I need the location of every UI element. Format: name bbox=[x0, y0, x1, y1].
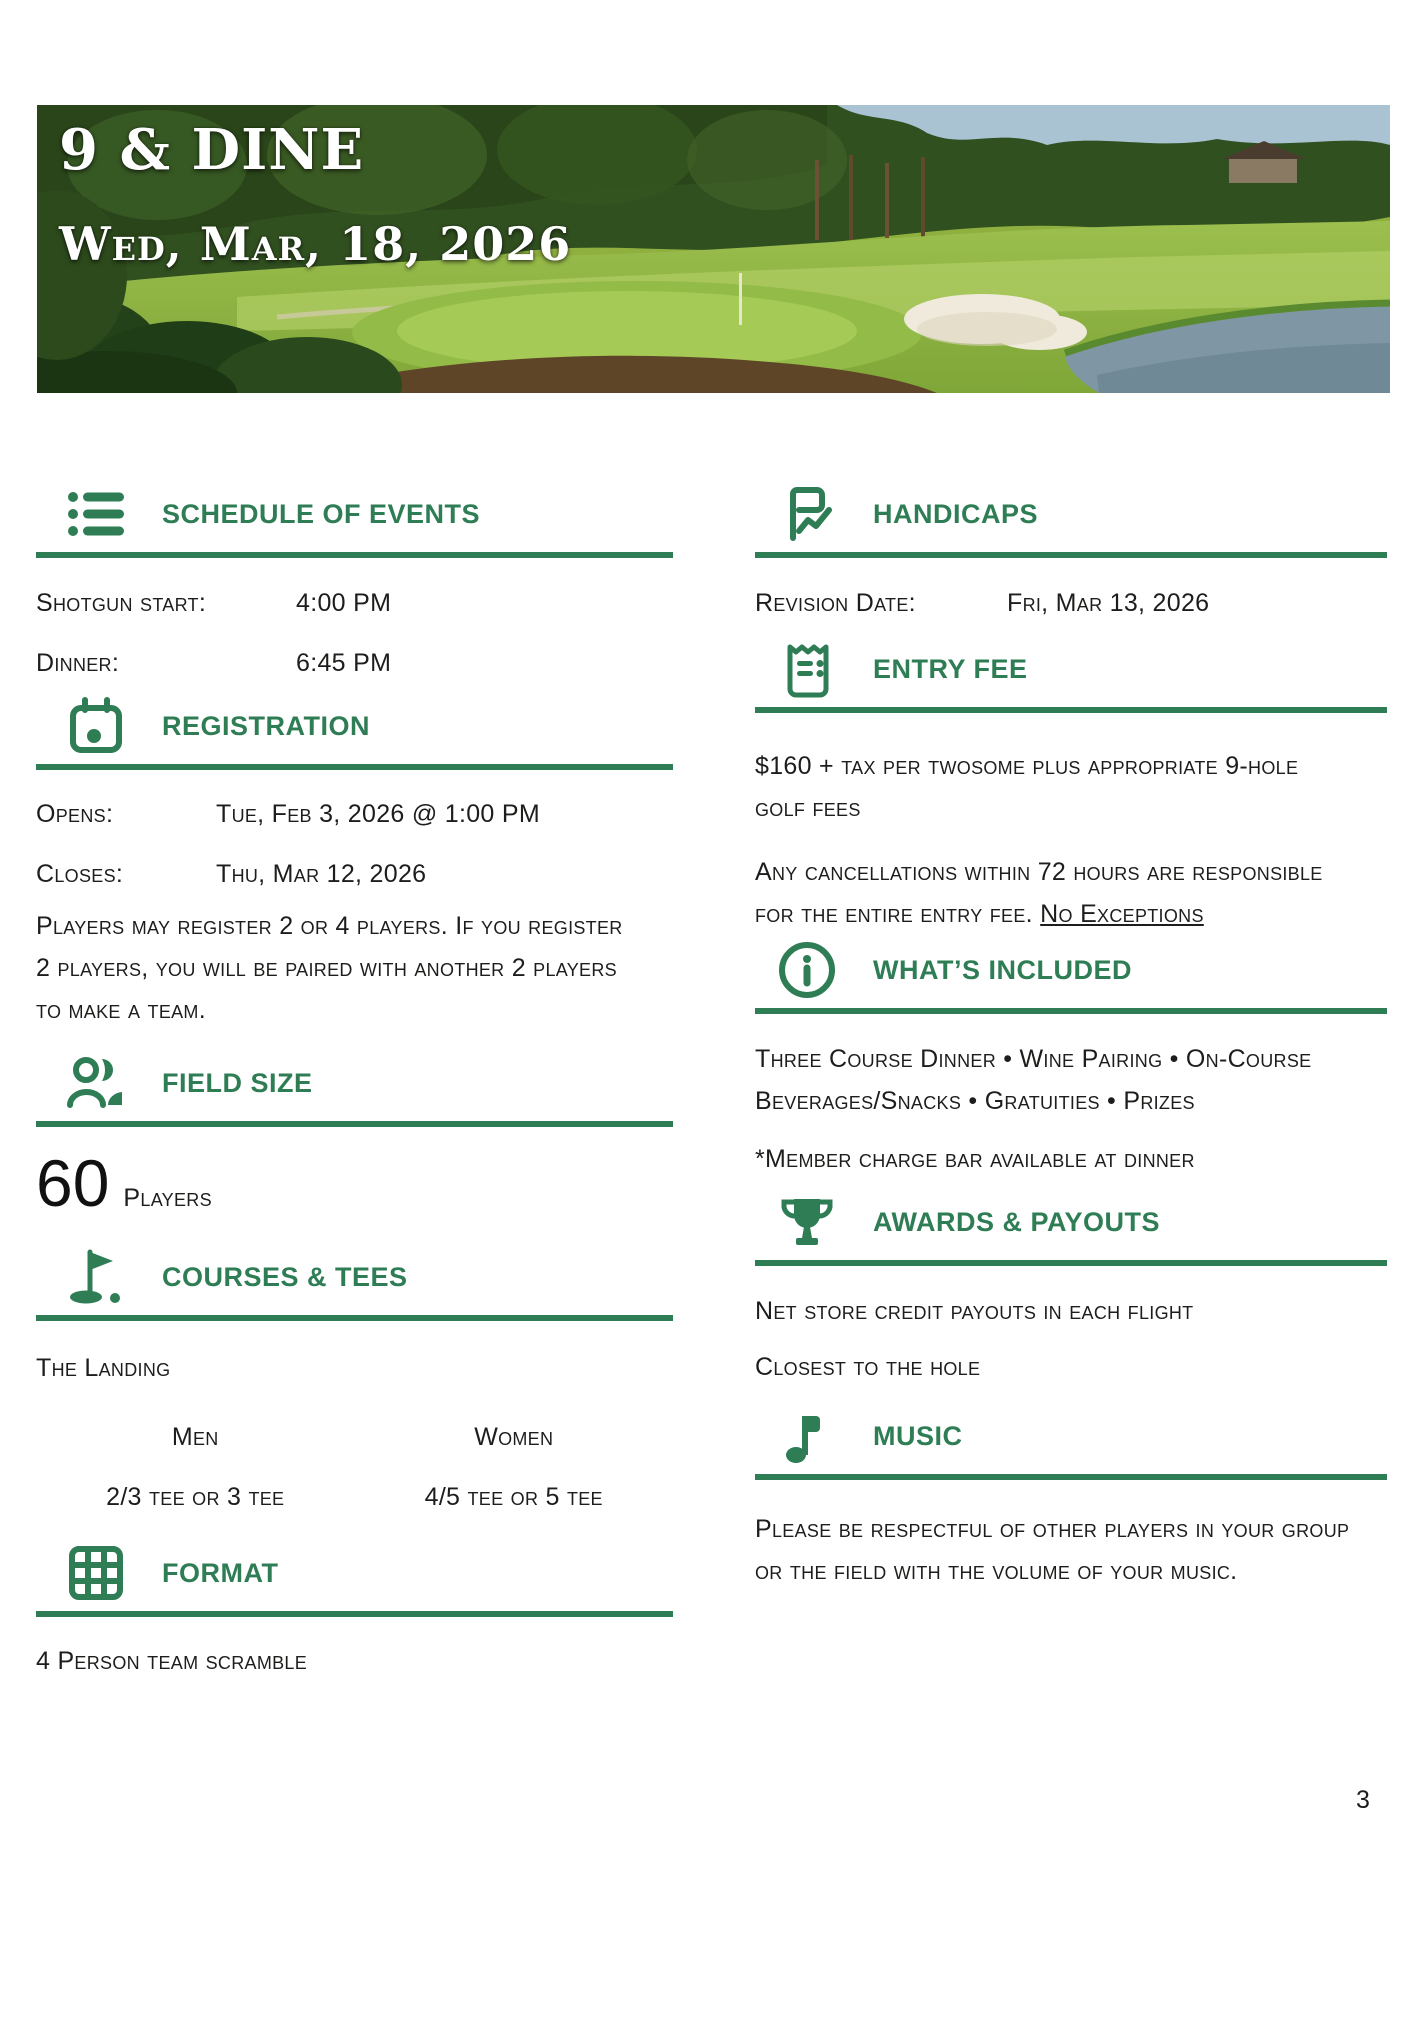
row-value: Thu, Mar 12, 2026 bbox=[216, 860, 427, 888]
registration-note-line: 2 players, you will be paired with another 2 players bbox=[36, 954, 617, 982]
row-value: Fri, Mar 13, 2026 bbox=[1007, 589, 1210, 617]
list-icon bbox=[66, 484, 126, 544]
flag-chart-icon bbox=[777, 484, 837, 544]
section-title-schedule: SCHEDULE OF EVENTS bbox=[162, 498, 481, 529]
row-value: 6:45 PM bbox=[296, 649, 392, 677]
section-title-handicaps: HANDICAPS bbox=[873, 498, 1039, 529]
section-rule bbox=[36, 1315, 673, 1321]
revision-row bbox=[755, 586, 1387, 620]
field-size-value bbox=[36, 1146, 673, 1220]
format-text: 4 Person team scramble bbox=[36, 1647, 308, 1675]
course-name: The Landing bbox=[36, 1354, 171, 1382]
schedule-rows bbox=[36, 586, 673, 680]
row-label: Opens: bbox=[36, 800, 114, 828]
registration-note-line: to make a team. bbox=[36, 996, 206, 1024]
cancellation-text bbox=[755, 851, 1387, 935]
users-icon bbox=[66, 1053, 126, 1113]
registration-row bbox=[36, 797, 673, 831]
tee-group-header-row bbox=[36, 1420, 673, 1454]
info-icon bbox=[777, 940, 837, 1000]
section-heading-music bbox=[755, 1403, 1387, 1469]
row-label: Dinner: bbox=[36, 649, 120, 677]
section-title-field-size: FIELD SIZE bbox=[162, 1067, 313, 1098]
tee-values-row bbox=[36, 1480, 673, 1514]
registration-note bbox=[36, 905, 673, 1031]
section-rule bbox=[36, 1611, 673, 1617]
section-rule bbox=[755, 1260, 1387, 1266]
section-heading-awards bbox=[755, 1189, 1387, 1255]
registration-note-line: Players may register 2 or 4 players. If you register bbox=[36, 912, 623, 940]
section-heading-included bbox=[755, 937, 1387, 1003]
left-column bbox=[36, 455, 673, 1678]
member-bar-note: *Member charge bar available at dinner bbox=[755, 1145, 1195, 1173]
section-heading-format bbox=[36, 1540, 673, 1606]
row-label: Closes: bbox=[36, 860, 124, 888]
cancellation-line bbox=[755, 893, 1387, 935]
tee-group-men: Men bbox=[171, 1423, 219, 1451]
row-label: Shotgun start: bbox=[36, 589, 207, 617]
golf-flag-icon bbox=[66, 1247, 126, 1307]
section-rule bbox=[755, 1474, 1387, 1480]
music-line: Please be respectful of other players in your group bbox=[755, 1515, 1350, 1543]
cancellation-line: Any cancellations within 72 hours are responsible bbox=[755, 858, 1323, 886]
music-line: or the field with the volume of your music. bbox=[755, 1557, 1238, 1585]
section-rule bbox=[36, 764, 673, 770]
entry-fee-line: $160 + tax per twosome plus appropriate 9-hole bbox=[755, 752, 1299, 780]
field-size-number: 60 bbox=[36, 1146, 110, 1220]
event-date: Wed, Mar, 18, 2026 bbox=[59, 217, 572, 271]
music-text bbox=[755, 1508, 1387, 1592]
section-title-included: WHAT’S INCLUDED bbox=[873, 954, 1132, 985]
section-rule bbox=[36, 552, 673, 558]
awards-line-closest: Closest to the hole bbox=[755, 1353, 981, 1381]
tees-men: 2/3 tee or 3 tee bbox=[106, 1483, 285, 1511]
entry-fee-line: golf fees bbox=[755, 794, 861, 822]
entry-fee-text bbox=[755, 745, 1387, 829]
section-heading-handicaps bbox=[755, 481, 1387, 547]
included-line: Three Course Dinner • Wine Pairing • On-Course bbox=[755, 1045, 1312, 1073]
included-items bbox=[755, 1038, 1387, 1122]
section-heading-registration bbox=[36, 693, 673, 759]
receipt-icon bbox=[777, 639, 837, 699]
schedule-row bbox=[36, 646, 673, 680]
section-heading-field-size bbox=[36, 1050, 673, 1116]
row-value: 4:00 PM bbox=[296, 589, 392, 617]
section-title-entry-fee: ENTRY FEE bbox=[873, 653, 1028, 684]
section-title-registration: REGISTRATION bbox=[162, 710, 370, 741]
row-label: Revision Date: bbox=[755, 589, 916, 617]
no-exceptions-text: No Exceptions bbox=[1040, 900, 1204, 928]
section-title-music: MUSIC bbox=[873, 1420, 963, 1451]
schedule-row bbox=[36, 586, 673, 620]
registration-row bbox=[36, 857, 673, 891]
music-note-icon bbox=[777, 1406, 837, 1466]
field-size-unit: Players bbox=[123, 1184, 212, 1212]
grid-icon bbox=[66, 1543, 126, 1603]
section-rule bbox=[36, 1121, 673, 1127]
section-rule bbox=[755, 707, 1387, 713]
tee-group-women: Women bbox=[474, 1423, 554, 1451]
section-rule bbox=[755, 552, 1387, 558]
section-heading-courses bbox=[36, 1244, 673, 1310]
included-line: Beverages/Snacks • Gratuities • Prizes bbox=[755, 1087, 1195, 1115]
calendar-icon bbox=[66, 696, 126, 756]
tees-women: 4/5 tee or 5 tee bbox=[424, 1483, 603, 1511]
row-value: Tue, Feb 3, 2026 @ 1:00 PM bbox=[216, 800, 540, 828]
cancellation-line-text: for the entire entry fee. bbox=[755, 900, 1033, 928]
event-title: 9 & DINE bbox=[59, 117, 365, 183]
awards-line-payouts: Net store credit payouts in each flight bbox=[755, 1297, 1194, 1325]
section-heading-entry-fee bbox=[755, 636, 1387, 702]
section-title-courses: COURSES & TEES bbox=[162, 1261, 408, 1292]
page-number: 3 bbox=[1356, 1786, 1370, 1814]
registration-rows bbox=[36, 797, 673, 891]
section-title-awards: AWARDS & PAYOUTS bbox=[873, 1206, 1161, 1237]
hero-photo bbox=[37, 105, 1390, 393]
section-heading-schedule bbox=[36, 481, 673, 547]
trophy-icon bbox=[777, 1192, 837, 1252]
right-column bbox=[755, 455, 1387, 1592]
section-title-format: FORMAT bbox=[162, 1557, 279, 1588]
section-rule bbox=[755, 1008, 1387, 1014]
